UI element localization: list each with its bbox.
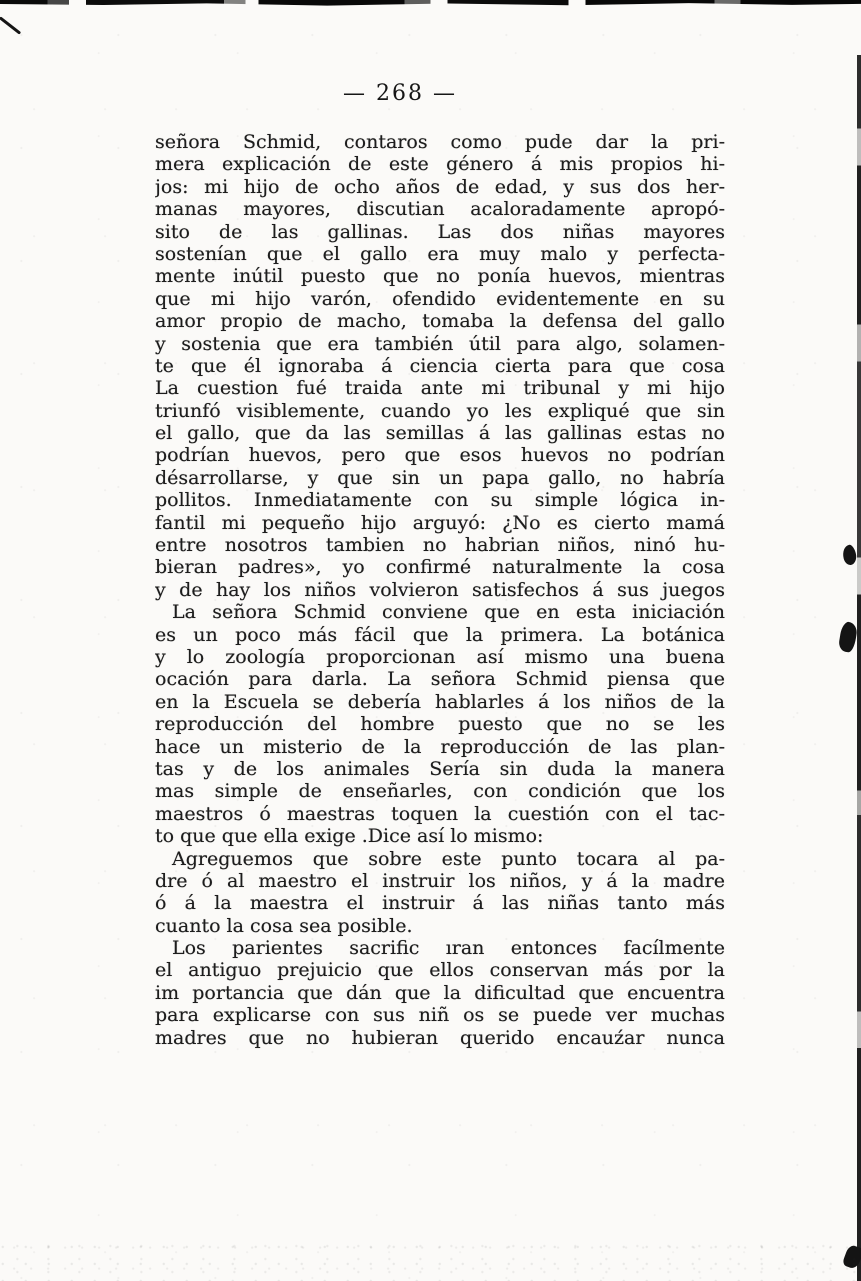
text-line: en la Escuela se debería hablarles á los niños de la — [155, 690, 725, 713]
text-line: es un poco más fácil que la primera. La botánica — [155, 623, 725, 646]
text-line: Agreguemos que sobre este punto tocara al pa- — [172, 847, 725, 870]
text-line: dre ó al maestro el instruir los niños, y á la madre — [155, 869, 725, 892]
text-line: im portancia que dán que la dificultad que encuentra — [155, 981, 725, 1004]
text-line: hace un misterio de la reproducción de las plan- — [155, 735, 725, 758]
ink-blob — [838, 621, 858, 653]
page-number: — 268 — — [343, 81, 457, 106]
text-line: amor propio de macho, tomaba la defensa del gallo — [155, 310, 725, 333]
text-line: y lo zoología proporcionan así mismo una buena — [155, 645, 725, 668]
text-line: manas mayores, discutian acaloradamente apropó- — [155, 198, 725, 221]
text-line: ocación para darla. La señora Schmid piensa que — [155, 668, 725, 691]
text-line: y sostenia que era también útil para algo, solamen- — [155, 332, 725, 355]
text-line: bieran padres», yo confirmé naturalmente la cosa — [155, 556, 725, 579]
text-line: to que que ella exige .Dice así lo mismo: — [155, 825, 544, 848]
text-line: triunfó visiblemente, cuando yo les expliqué que sin — [155, 399, 725, 422]
text-line: fantil mi pequeño hijo arguyó: ¿No es cierto mamá — [155, 511, 725, 534]
scan-noise — [0, 1235, 861, 1281]
text-line: La señora Schmid conviene que en esta iniciación — [172, 601, 725, 624]
page-text — [155, 131, 725, 1049]
text-line: madres que no hubieran querido encauźar nunca — [155, 1026, 725, 1049]
text-line: jos: mi hijo de ocho años de edad, y sus dos her- — [155, 175, 725, 198]
text-line: mente inútil puesto que no ponía huevos, mientras — [155, 265, 725, 288]
text-line: désarrollarse, y que sin un papa gallo, no habría — [155, 466, 725, 489]
text-line: el gallo, que da las semillas á las gallinas estas no — [155, 422, 725, 445]
text-line: ó á la maestra el instruir á las niñas tanto más — [155, 892, 725, 915]
text-line: que mi hijo varón, ofendido evidentemente en su — [155, 287, 725, 310]
text-line: La cuestion fué traida ante mi tribunal y mi hijo — [155, 377, 725, 400]
text-line: pollitos. Inmediatamente con su simple lógica in- — [155, 489, 725, 512]
text-line: podrían huevos, pero que esos huevos no podrían — [155, 444, 725, 467]
text-line: para explicarse con sus niñ os se puede ver muchas — [155, 1004, 725, 1027]
text-line: y de hay los niños volvieron satisfechos á sus juegos — [155, 578, 725, 601]
text-line: tas y de los animales Sería sin duda la manera — [155, 757, 725, 780]
text-line: mas simple de enseñarles, con condición que los — [155, 780, 725, 803]
text-line: sostenían que el gallo era muy malo y perfecta- — [155, 242, 725, 265]
scan-edge-top — [0, 0, 861, 7]
text-line: sito de las gallinas. Las dos niñas mayores — [155, 220, 725, 243]
text-line: cuanto la cosa sea posible. — [155, 914, 413, 937]
text-line: Los parientes sacrific ıran entonces facílmente — [172, 937, 725, 960]
text-line: entre nosotros tambien no habrian niños, ninó hu- — [155, 534, 725, 557]
text-line: señora Schmid, contaros como pude dar la pri- — [155, 131, 725, 153]
text-line: te que él ignoraba á ciencia cierta para que cosa — [155, 354, 725, 377]
text-line: el antiguo prejuicio que ellos conservan más por la — [155, 959, 725, 982]
text-line: mera explicación de este género á mis propios hi- — [155, 153, 725, 176]
scan-corner-mark — [0, 16, 21, 34]
text-line: reproducción del hombre puesto que no se les — [155, 713, 725, 736]
text-line: maestros ó maestras toquen la cuestión con el tac- — [155, 802, 725, 825]
ink-blob — [841, 544, 858, 567]
scan-edge-right — [857, 55, 861, 1281]
